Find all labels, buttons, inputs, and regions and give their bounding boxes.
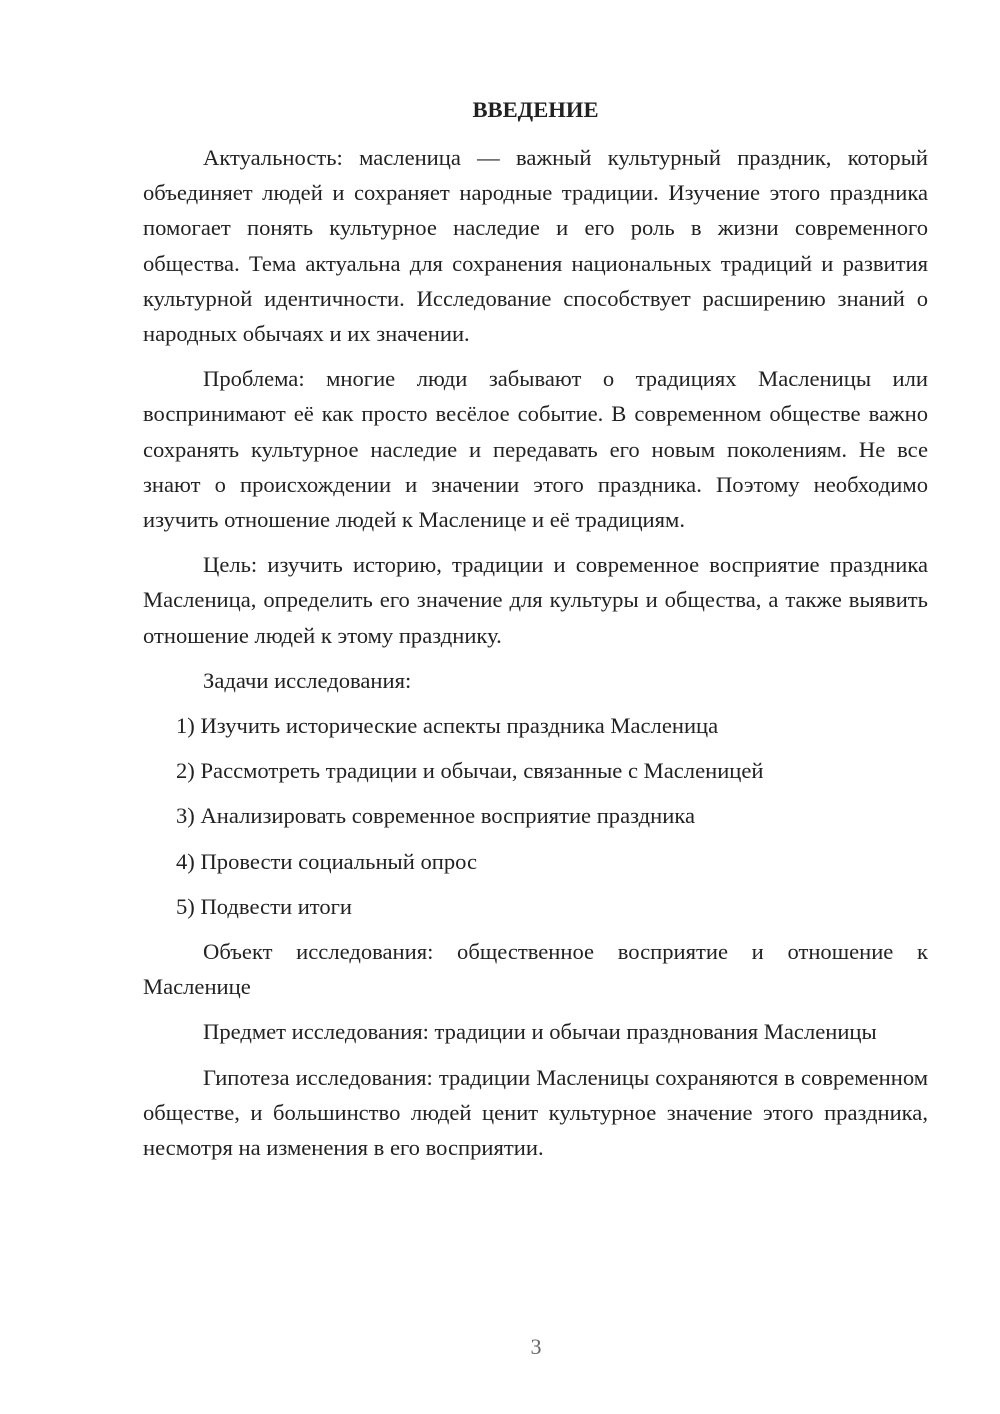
- task-item: 4) Провести социальный опрос: [176, 848, 478, 874]
- problem-paragraph: Проблема: многие люди забывают о традициях Масленицы или воспринимают её как просто весёлое событие. В современном обществе важно сохранять культурное наследие и передавать его новым поколениям. Не все знают о происхождении и значении этого праздника. Поэтому необходимо изучить отношение людей к Масленице и её традициям.: [143, 366, 928, 533]
- tasks-list: [143, 708, 928, 924]
- page-title: ВВЕДЕНИЕ: [472, 97, 599, 122]
- hypothesis-paragraph: Гипотеза исследования: традиции Масленицы сохраняются в современном обществе, и большинство людей ценит культурное значение этого праздника, несмотря на изменения в его восприятии.: [143, 1064, 928, 1161]
- page-content: [143, 92, 928, 1175]
- goal-paragraph: Цель: изучить историю, традиции и современное восприятие праздника Масленица, определить его значение для культуры и общества, а также выявить отношение людей к этому празднику.: [143, 552, 928, 648]
- tasks-heading: Задачи исследования:: [203, 667, 412, 693]
- task-item: 3) Анализировать современное восприятие праздника: [176, 803, 695, 829]
- object-paragraph: Объект исследования: общественное восприятие и отношение к Масленице: [143, 939, 928, 1000]
- task-item: 2) Рассмотреть традиции и обычаи, связанные с Масленицей: [176, 758, 764, 784]
- subject-paragraph: Предмет исследования: традиции и обычаи празднования Масленицы: [203, 1019, 877, 1045]
- relevance-paragraph: Актуальность: масленица — важный культурный праздник, который объединяет людей и сохраняет народные традиции. Изучение этого праздника помогает понять культурное наследие и его роль в жизни современного общества. Тема актуальна для сохранения национальных традиций и развития культурной идентичности. Исследование способствует расширению знаний о народных обычаях и их значении.: [143, 145, 928, 347]
- task-item: 5) Подвести итоги: [176, 893, 353, 919]
- task-item: 1) Изучить исторические аспекты праздника Масленица: [176, 713, 719, 739]
- page-number: 3: [530, 1334, 542, 1359]
